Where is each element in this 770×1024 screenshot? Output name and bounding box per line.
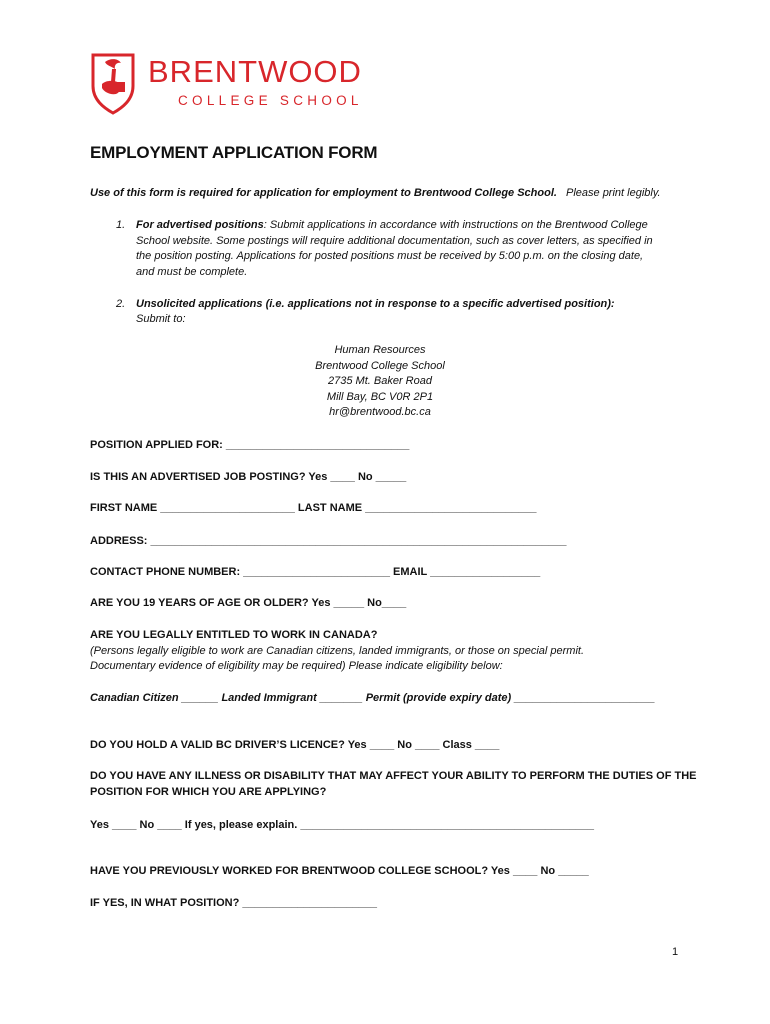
item1-line1-text: : Submit applications in accordance with instructions on the Brentwood College: [263, 219, 648, 231]
logo-subtitle: COLLEGE SCHOOL: [178, 93, 363, 108]
advertised-field[interactable]: IS THIS AN ADVERTISED JOB POSTING? Yes ____ No _____: [90, 471, 407, 483]
item1-line4: and must be complete.: [136, 266, 248, 278]
item1-line2: School website. Some postings will require additional documentation, such as cover letters, as specified in: [136, 235, 653, 247]
illness-question-line1: DO YOU HAVE ANY ILLNESS OR DISABILITY THAT MAY AFFECT YOUR ABILITY TO PERFORM THE DUTIES OF THE: [90, 770, 697, 782]
item2-number: 2.: [116, 298, 126, 310]
eligibility-fields[interactable]: Canadian Citizen ______ Landed Immigrant _______ Permit (provide expiry date) _______________________: [90, 692, 655, 704]
illness-answer-field[interactable]: Yes ____ No ____ If yes, please explain. ________________________________________________: [90, 819, 595, 831]
shield-crest-icon: [90, 52, 136, 116]
illness-question-line2: POSITION FOR WHICH YOU ARE APPLYING?: [90, 786, 327, 798]
entitled-heading: ARE YOU LEGALLY ENTITLED TO WORK IN CANADA?: [90, 629, 378, 641]
address-field[interactable]: ADDRESS: ____________________________________________________________________: [90, 535, 567, 547]
intro-bold: Use of this form is required for application for employment to Brentwood College School.: [90, 187, 557, 199]
brentwood-logo: [90, 52, 390, 116]
page-title: EMPLOYMENT APPLICATION FORM: [90, 143, 378, 162]
item1-lead: For advertised positions: [136, 219, 264, 231]
page-number: 1: [672, 946, 679, 958]
item2-lead: Unsolicited applications (i.e. applications not in response to a specific advertised position):: [136, 298, 615, 310]
entitled-note2: Documentary evidence of eligibility may be required) Please indicate eligibility below:: [90, 660, 503, 672]
logo-name: BRENTWOOD: [148, 54, 362, 89]
age-field[interactable]: ARE YOU 19 YEARS OF AGE OR OLDER? Yes _____ No____: [90, 597, 407, 609]
address-dept: Human Resources: [334, 344, 426, 356]
position-field[interactable]: POSITION APPLIED FOR: ______________________________: [90, 439, 410, 451]
address-email: hr@brentwood.bc.ca: [329, 406, 431, 418]
name-fields[interactable]: FIRST NAME ______________________ LAST NAME ____________________________: [90, 502, 537, 514]
previous-employment-field[interactable]: HAVE YOU PREVIOUSLY WORKED FOR BRENTWOOD COLLEGE SCHOOL? Yes ____ No _____: [90, 865, 589, 877]
address-city: Mill Bay, BC V0R 2P1: [326, 391, 434, 403]
intro-rest: Please print legibly.: [566, 187, 661, 199]
intro-line: [90, 185, 661, 201]
item1-line3: the position posting. Applications for posted positions must be received by 5:00 p.m. on the closing date,: [136, 250, 644, 262]
previous-position-field[interactable]: IF YES, IN WHAT POSITION? ______________________: [90, 897, 377, 909]
licence-field[interactable]: DO YOU HOLD A VALID BC DRIVER’S LICENCE? Yes ____ No ____ Class ____: [90, 739, 500, 751]
item1-line1: [136, 217, 648, 233]
item2-line2: Submit to:: [136, 313, 186, 325]
entitled-note1: (Persons legally eligible to work are Canadian citizens, landed immigrants, or those on special permit.: [90, 645, 585, 657]
item1-number: 1.: [116, 219, 126, 231]
address-school: Brentwood College School: [315, 360, 445, 372]
address-street: 2735 Mt. Baker Road: [328, 375, 432, 387]
contact-fields[interactable]: CONTACT PHONE NUMBER: ________________________ EMAIL __________________: [90, 566, 541, 578]
